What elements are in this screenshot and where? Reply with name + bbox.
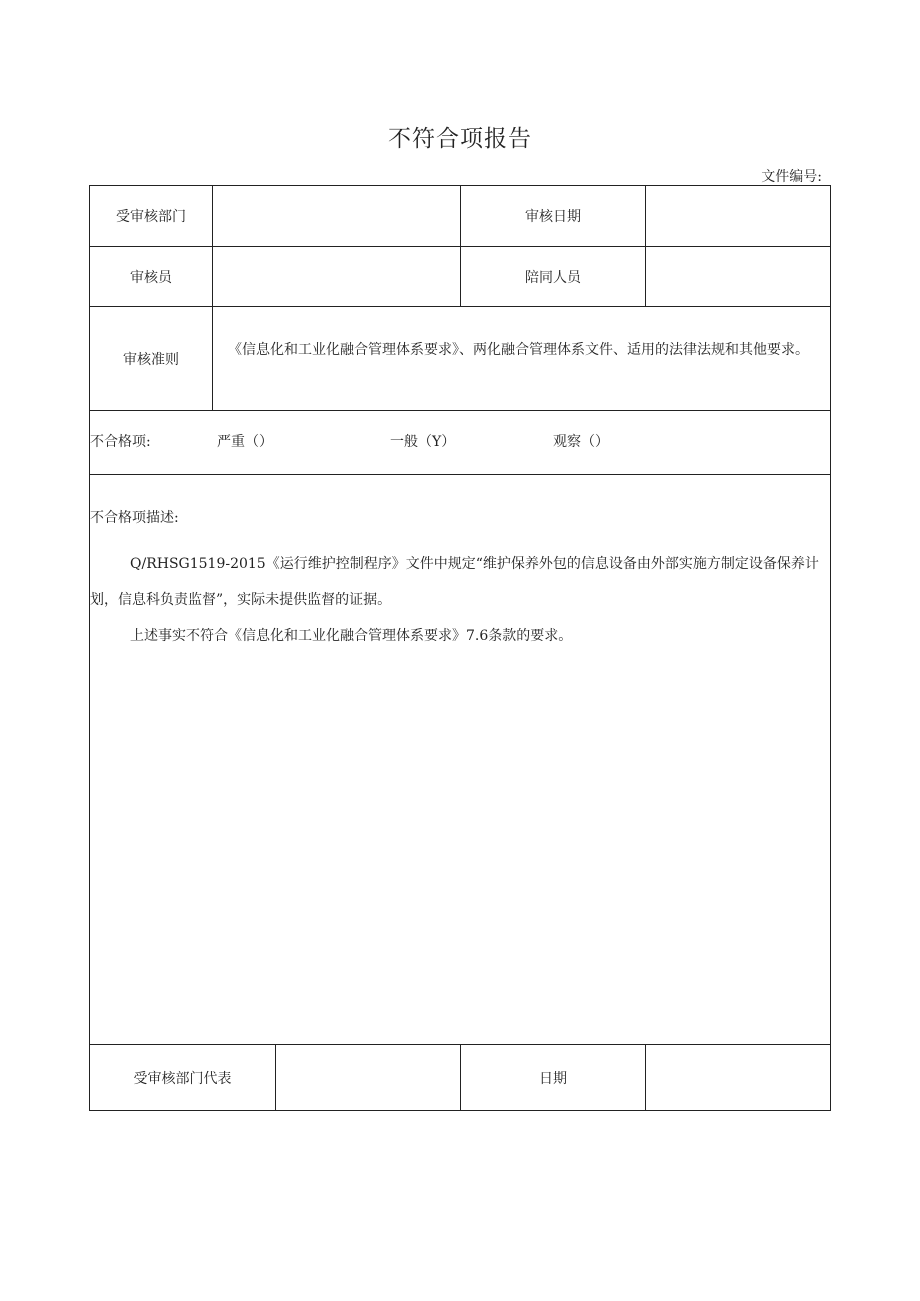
severity-general-option[interactable]: 一般（Y） (390, 434, 456, 450)
nonconformity-form (89, 185, 831, 1111)
audit-criteria-text: 《信息化和工业化融合管理体系要求》、两化融合管理体系文件、适用的法律法规和其他要求。 (228, 342, 809, 358)
audit-date-field[interactable] (646, 186, 830, 246)
row-divider (90, 474, 830, 475)
description-label: 不合格项描述: (90, 510, 179, 526)
audit-date-label: 审核日期 (525, 209, 581, 225)
accompanying-staff-label: 陪同人员 (525, 269, 581, 286)
description-paragraph: Q/RHSG1519-2015《运行维护控制程序》文件中规定“维护保养外包的信息设备由外部实施方制定设备保养计划，信息科负责监督”，实际未提供监督的证据。 (90, 556, 819, 608)
auditor-label: 审核员 (130, 269, 172, 286)
severity-observation-option[interactable]: 观察（） (553, 434, 609, 450)
audit-criteria-label: 审核准则 (123, 351, 179, 368)
audited-dept-rep-field[interactable] (276, 1045, 460, 1110)
audited-dept-field[interactable] (213, 186, 460, 246)
nonconformity-type-label: 不合格项: (90, 434, 151, 450)
audited-dept-label: 受审核部门 (116, 209, 186, 225)
accompanying-staff-field[interactable] (646, 247, 830, 306)
sign-date-label: 日期 (539, 1070, 567, 1087)
auditor-field[interactable] (213, 247, 460, 306)
description-paragraph: 上述事实不符合《信息化和工业化融合管理体系要求》7.6条款的要求。 (130, 628, 573, 644)
nonconformity-description (90, 506, 830, 654)
audited-dept-rep-label: 受审核部门代表 (133, 1070, 232, 1087)
sign-date-field[interactable] (646, 1045, 830, 1110)
document-number-label: 文件编号: (761, 169, 822, 185)
page-title: 不符合项报告 (388, 126, 532, 152)
row-divider (90, 410, 830, 411)
severity-serious-option[interactable]: 严重（） (217, 434, 273, 450)
